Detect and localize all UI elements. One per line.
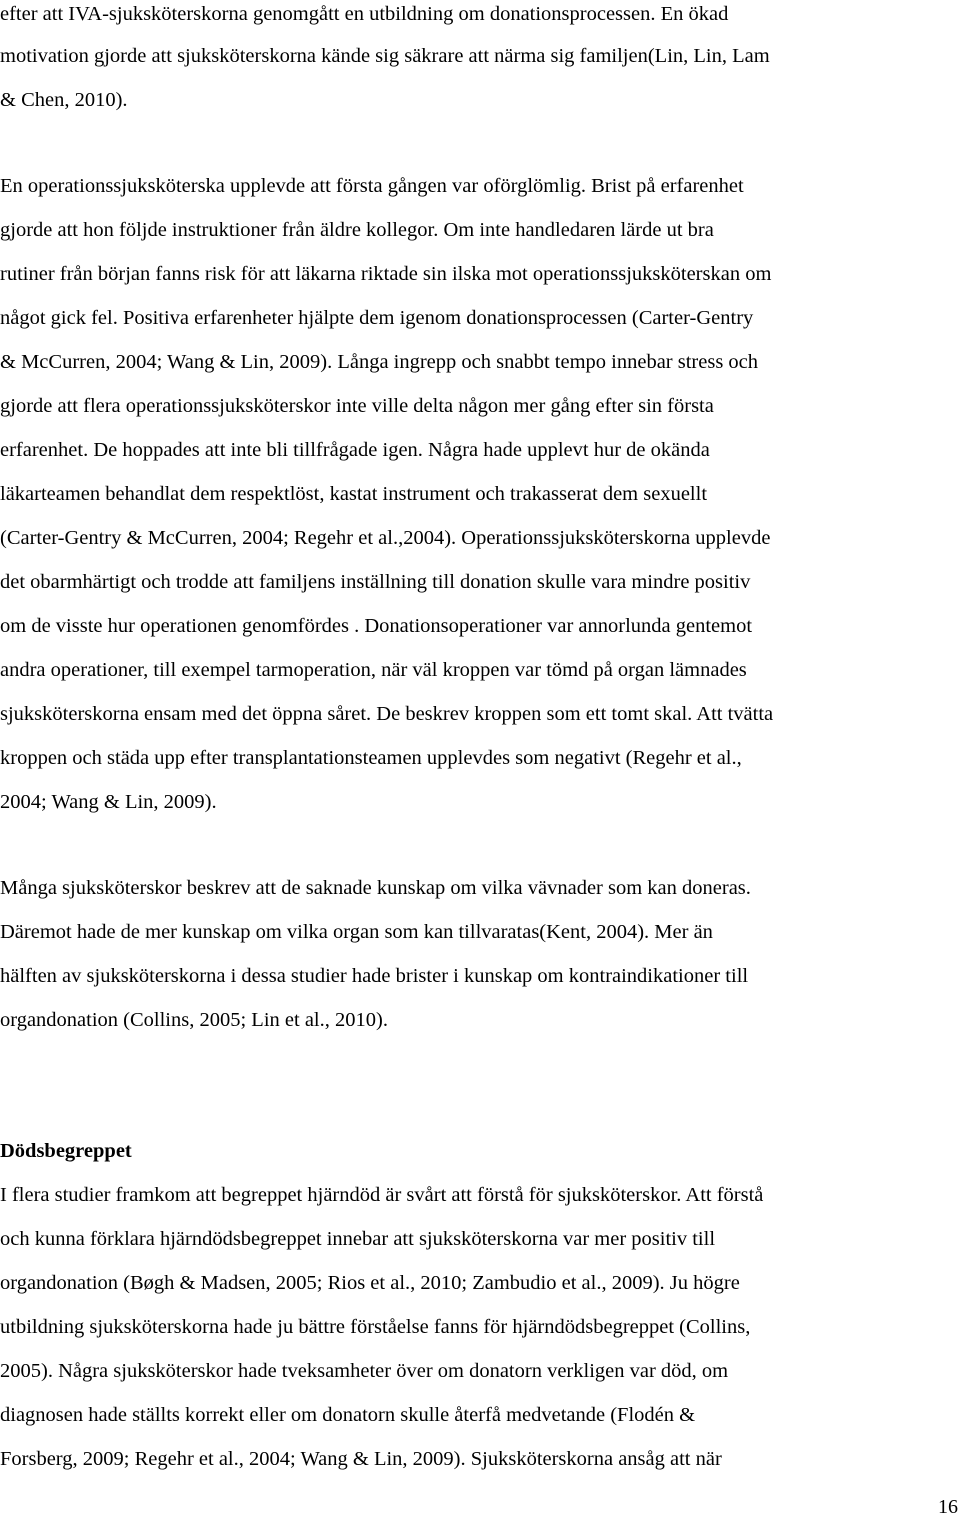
text-line: det obarmhärtigt och trodde att familjens inställning till donation skulle vara mindre positiv	[0, 571, 751, 593]
text-line: erfarenhet. De hoppades att inte bli tillfrågade igen. Några hade upplevt hur de okända	[0, 439, 710, 461]
text-line: 2004; Wang & Lin, 2009).	[0, 791, 217, 813]
text-line: Många sjuksköterskor beskrev att de saknade kunskap om vilka vävnader som kan doneras.	[0, 877, 751, 899]
text-line: något gick fel. Positiva erfarenheter hjälpte dem igenom donationsprocessen (Carter-Gentry	[0, 307, 754, 329]
text-line: rutiner från början fanns risk för att läkarna riktade sin ilska mot operationssjuksköterskan om	[0, 263, 772, 285]
text-line: kroppen och städa upp efter transplantationsteamen upplevdes som negativt (Regehr et al.,	[0, 747, 742, 769]
text-line: gjorde att flera operationssjuksköterskor inte ville delta någon mer gång efter sin första	[0, 395, 714, 417]
text-line: organdonation (Collins, 2005; Lin et al., 2010).	[0, 1009, 388, 1031]
text-line: diagnosen hade ställts korrekt eller om donatorn skulle återfå medvetande (Flodén &	[0, 1404, 696, 1426]
text-line: utbildning sjuksköterskorna hade ju bättre förståelse fanns för hjärndödsbegreppet (Collins,	[0, 1316, 751, 1338]
page-number: 16	[938, 1496, 958, 1518]
text-line: motivation gjorde att sjuksköterskorna kände sig säkrare att närma sig familjen(Lin, Lin, Lam	[0, 45, 770, 67]
text-line: andra operationer, till exempel tarmoperation, när väl kroppen var tömd på organ lämnades	[0, 659, 747, 681]
text-line: gjorde att hon följde instruktioner från äldre kollegor. Om inte handledaren lärde ut bra	[0, 219, 714, 241]
text-line: organdonation (Bøgh & Madsen, 2005; Rios et al., 2010; Zambudio et al., 2009). Ju högre	[0, 1272, 740, 1294]
text-line: Däremot hade de mer kunskap om vilka organ som kan tillvaratas(Kent, 2004). Mer än	[0, 921, 713, 943]
text-line: läkarteamen behandlat dem respektlöst, kastat instrument och trakasserat dem sexuellt	[0, 483, 708, 505]
text-line: & McCurren, 2004; Wang & Lin, 2009). Långa ingrepp och snabbt tempo innebar stress och	[0, 351, 759, 373]
text-line: om de visste hur operationen genomfördes . Donationsoperationer var annorlunda gentemot	[0, 615, 753, 637]
text-line: & Chen, 2010).	[0, 89, 128, 111]
text-line: (Carter-Gentry & McCurren, 2004; Regehr et al.,2004). Operationssjuksköterskorna upplevde	[0, 527, 771, 549]
text-line: efter att IVA-sjuksköterskorna genomgått en utbildning om donationsprocessen. En ökad	[0, 3, 729, 25]
text-line: I flera studier framkom att begreppet hjärndöd är svårt att förstå för sjuksköterskor. Att förstå	[0, 1184, 764, 1206]
text-line: sjuksköterskorna ensam med det öppna såret. De beskrev kroppen som ett tomt skal. Att tvätta	[0, 703, 774, 725]
text-line: Forsberg, 2009; Regehr et al., 2004; Wang & Lin, 2009). Sjuksköterskorna ansåg att när	[0, 1448, 722, 1470]
text-line: hälften av sjuksköterskorna i dessa studier hade brister i kunskap om kontraindikationer till	[0, 965, 749, 987]
text-line: och kunna förklara hjärndödsbegreppet innebar att sjuksköterskorna var mer positiv till	[0, 1228, 716, 1250]
text-line: En operationssjuksköterska upplevde att första gången var oförglömlig. Brist på erfarenhet	[0, 175, 744, 197]
text-line: 2005). Några sjuksköterskor hade tveksamheter över om donatorn verkligen var död, om	[0, 1360, 729, 1382]
section-heading: Dödsbegreppet	[0, 1140, 132, 1162]
